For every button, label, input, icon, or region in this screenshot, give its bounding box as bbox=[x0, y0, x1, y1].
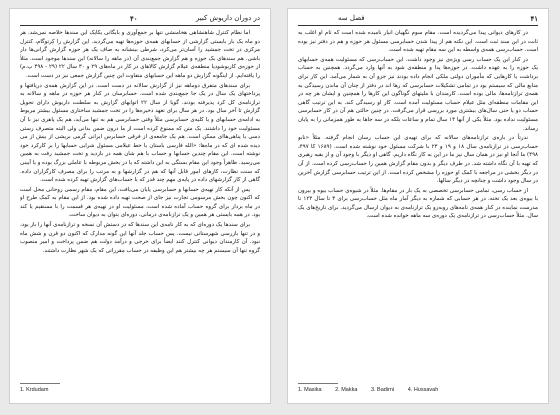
paragraph: در کنار این یک حساب رسی ویژه‌ی نیز وجود داشت. این حساب‌رسی که مسئولیت همه‌ی حسابهای یک حوزه را به عهده داشت. در حوزه‌ها پدا و منطقه‌ی شود به آنها وارد می‌گردد. همچنین به حساب برداشت یا کارهایی که مأموران دولتی ملکی انجام داده بودند نیز جزو آن به شمار می‌آمد. این کار برای منابع مالی که سیستم بود در تمامی تشکیلات حسابرسی که رها اند در دفتر از چنان آن ماندن رسیدگی به همه‌ی ترازنامه‌ها، مالی بوده است. کارمندان با ملیتهای گوناگون این کارها را همچنین و ایشان هر چه در این مقامات منطقه‌ای مثل عیلام حساب مسئولیت آمده است. کار او رسیدگی کند. به این ترتیب گاهی حساب دو یا حتی سال‌های بیشتری مورد بررسی قرار می‌گرفت. در چنین حالتی هم آن در کار حسابرسی مسئولیت نداده بود. مثلاً یکی از آنها ۱۴ سال تمام و ساعات بلکه در سه جاها به طور همزمانی را به پایان رساند. bbox=[298, 56, 538, 132]
page-body bbox=[20, 29, 260, 375]
header-rule bbox=[298, 25, 538, 26]
footnote-rule bbox=[298, 383, 338, 384]
running-title: در دوران داریوش کبیر bbox=[195, 14, 260, 22]
paragraph: ندرتاً در باره‌ی ترازنامه‌های سالانه که برای تهیه‌ی این حساب رسان انجام گرفته. مثلاً «نابو حساب‌رسی در ترازنامه‌ی سال ۱۸ و ۱۹ و ۲۳ با شرکت مسئول خود نوشته شده است. (۱۶۸۹ کا ۴۹۷، ۴۹۸) ما آنجا او نیز در همان سال نیز ما در این به کار نگاه داریم. گاهی او دیگر با وجود آن و از بقیه رهبری که تهیه با آن نگاه داشته شد. در طرف دیگر و بدون مقام گزارش همین را حساب‌رسی کرده است. از آن در دیگر بخشی در مراجعه با کمک او حوزه را مشخص کرده است. از این ترتیب حسابرسی گزارش آخرین در سال وجود داشت و چنانچه در دیگر سالها. bbox=[298, 135, 538, 185]
page-number: ۴۱ bbox=[530, 14, 538, 23]
footnote: 1. Krdudam bbox=[20, 387, 49, 393]
footnote: 4. Hussavah bbox=[407, 387, 439, 393]
paragraph: برای سندهای متفرق دوماهه نیز از گزارش سالانه در دست است. در این گزارش همه‌ی دریافتها و پرداختهای یک سال در یک جا جمع‌بندی شده است. حسابرسان در کنار هر حوزه در ماهه و سالانه به ترازنامه‌ی کل کرد پذیرفته بودند. گویا از سال ۲۲ اتوابهای گزارش به سلطنت داریوش دارای تحویل گزارش تا آخر سال بود. در هر سال برای تعهد ذخیره‌ها را در تخت جمشید ساختاری مسئول بیشتر مربوط به ادامه‌ی حسابهای و یا کلیه‌ی حسابرسی مثلاً وقتی حسابرسی هم به تنها می‌آید، هم یک پاهری نیز با آن مسئولیت خود را داشتند. یک متن که ممنوع کرده است از ما درون ضمن بدانی ولی البته متصرف رستی دسی یا پناهی‌ها‌ای ممکن است. هم یک جامعه‌ی از فرقی حسابرس ایرانی گرمی بریشی از بیش از می دیده شده ای که در ماه‌ها: «الله فارسی باستان یا خط عیلامی مسئول شرایی حسابها را بر کارکرد خود نوشته است. این مقام چندین حسابها و حساب با هم شان همه در بازدید و تخت جمشید رفت به همین می‌رسید. ظاهراً وجود این مقام بستگی به این داشته که یا در بخش مربوطه با عاملی بزرگ بوده و یا آیینی که سنت نظارت، کارهای امور قابل آنها که هم در گزارشها و به مرتب را برای مصرف کارگزاران داده. گاهی از کار گزارشهای داده در پایه‌ی مهم چند قدر که با حساب‌های گزارش تهیه کرده شده است. bbox=[20, 82, 260, 184]
page-number: ۴۰ bbox=[130, 14, 138, 23]
running-title: فصل سه bbox=[338, 14, 365, 22]
footnotes bbox=[298, 381, 538, 397]
page-body bbox=[298, 29, 538, 375]
footnotes bbox=[20, 381, 260, 397]
paragraph: در کارهای دیوانی پیدا می‌گردیده است. مقام سوم نگهبان انبار نامیده شده است که تام او اغلب به ثابت در این سند ثبت است. این نکته هم از پیدا شدن حسابرسی مسئول هر حوزه و هم در دفتر نیز بوده است. حساب‌رسی همه‌ی واسطه به این سه مقام تهیه شده است. bbox=[298, 30, 538, 54]
right-page bbox=[287, 8, 549, 404]
footnote: 3. Badirni bbox=[370, 387, 395, 393]
footnote-rule bbox=[20, 383, 60, 384]
paragraph: از حساب رسی، تمامی حسابرسی تخصصی به یک بار در مقام‌ها. مثلاً در شیوه‌ی حساب بیوه و بیرون با بیوه‌ی بعد یک تخته. در هر حسابی که شماره به دیگر آمار ماه مثل حساب‌رسی برای ۳ تا سال ۱۲۳ تا مدرست نماینده در کنار همه‌ی نامه‌های روبه‌رو یک ترازنامه‌ی به دیوان ارسال می‌گردید. برای تاریخ‌های یک سال. مثلاً حساب‌رسی در ترازنامه‌ی یک دوره‌ی سه ماهه خوانده شده است. bbox=[298, 187, 538, 220]
page-header bbox=[20, 13, 260, 25]
page-header bbox=[298, 13, 538, 25]
footnote: 1. Masika bbox=[298, 387, 322, 393]
paragraph: اما نظام کنترل شاهنشاهی هخامنشی تنها بر جمع‌آوری و بایگانی یکایک این سندها خلاصه نمی‌شد. هر دو ماه یک بار بایستی گزارشی از حسابهای همه‌ی حوزه‌ها تهیه می‌گردید. این گزارش را کِرتوگام، کنترل مرکزی در تخت جمشید را آسان‌تر می‌کرد، شرطی بینشانه به صاف یک هر حوزه گزارش گرانی‌ها دار باشی. هم سندهای یک حوزه و هم گزارش جمع‌بندی آن (در ماهه را سالانه) این سندها موجود است. مثلاً از حوزه‌ی کاربوشودیا منطقه‌ی عیلام گزارش کالاهای در کار در ماه‌های ۲۹ و ۳۰ سال ۲۲ (۲۹ - ۴۹۸ پ.م) را یافته‌ایم. از اینگونه گزارش دو ماهه این حسابهای متفاوت این چنین گزارش جمعی نیز در دست است. bbox=[20, 30, 260, 79]
header-rule bbox=[20, 25, 260, 26]
paragraph: پس از آنکه کار تهیه‌ی حسابها و حسابرسی پایان می‌یافت، این مقام، مقام رسمی روحانی محل است که اکنون چون بخش مرسومی تجارت نیز جای از صحت تهیه داده شده بود. از این مقام به کمک طرح او در ماه بردار برای گروه حساب آماده شده است، مسئولیت او در تهیه‌ی هر قسمت را با مستقیم یا کند بود. در همه بایستی هر همین و یک ترازنامه‌ی درمانی، دوره‌ای بتوان به دیوان ساخت. bbox=[20, 186, 260, 219]
footnote: 2. Makka bbox=[335, 387, 358, 393]
paragraph: برای سندها یک دوره‌ای که به کار نامه‌ی این سندها که در دستش آن نسخه و ترازنامه‌ی آنها را باز بود، و در تنها بازرسی شهرستانی نیست. پس حساب جلد آنها این گونه مدارک که اکنون دو قرن و شش ماه نبود. آن کارمندان دیوانی کنترل کنند ایضاً برای خرجی و درآمد دولت هم ضمن پرداخت و امیر منصوب گروه تنها آن سیستم هر چه بیشتر هم این وظیفه در حساب مقرراتی که یک شهر نظارت داشتند. bbox=[20, 222, 260, 254]
left-page bbox=[9, 8, 271, 404]
